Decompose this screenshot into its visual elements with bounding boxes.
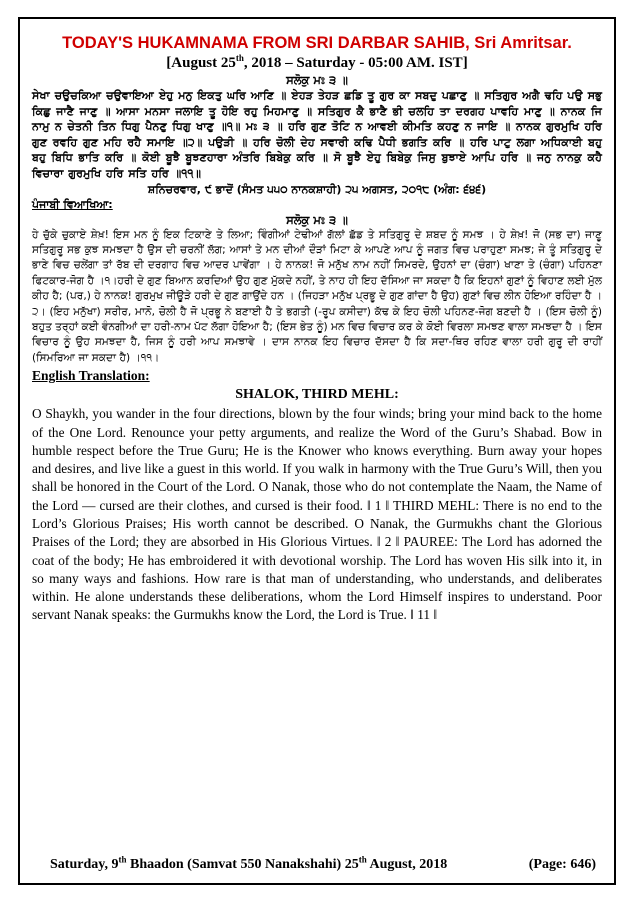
english-translation-text: O Shaykh, you wander in the four directions, blown by the four winds; bring your mind back to the home of the One Lord. Renounce your petty arguments, and realize the Word of the Guru’s Shabad. Bow in humble respect before the True Guru; He is the Knower who knows everything. Burn away your hopes and desires, and live like a guest in this world. If you walk in harmony with the True Guru’s Will, then you shall be honored in the Court of the Lord. O Nanak, those who do not contemplate the Naam, the Name of the Lord — cursed are their clothes, and cursed is their food. ‖ 1 ‖ THIRD MEHL: There is no end to the Lord’s Glorious Praises; His worth cannot be described. O Nanak, the Gurmukhs chant the Glorious Praises of the Lord; they are absorbed in His Glorious Virtues. ‖ 2 ‖ PAUREE: The Lord has adorned the coat of the body; He has embroidered it with devotional worship. The Lord has woven His silk into it, in so many ways and fashions. How rare is that man of understanding, who understands, and deliberates within. He alone understands these deliberations, whom the Lord Himself inspires to understand. Poor servant Nanak speaks: the Gurmukhs know the Lord, the Lord is True. ‖ 11 ‖ xyxy=(32,406,602,623)
footer-sup-1: th xyxy=(118,854,127,865)
hukamnama-heading: ਸਲੋਕੁ ਮਃ ੩ ॥ xyxy=(286,73,348,87)
footer-date-mid: Bhaadon (Samvat 550 Nanakshahi) 25 xyxy=(126,857,359,872)
punjabi-explanation-label: ਪੰਜਾਬੀ ਵਿਆਖਿਆ: xyxy=(32,197,113,211)
footer-page-number: (Page: 646) xyxy=(528,857,596,872)
punjabi-explanation-heading: ਸਲੋਕੁ ਮਃ ੩ ॥ xyxy=(286,212,348,227)
footer xyxy=(50,854,596,873)
punjabi-date: ਸ਼ਨਿਚਰਵਾਰ, ੯ ਭਾਦੋਂ (ਸੰਮਤ ੫੫੦ ਨਾਨਕਸ਼ਾਹੀ) ੨੫ ਅਗਸਤ, ੨੦੧੮ (ਅੰਗ: ੬੪੬) xyxy=(147,182,487,196)
date-sup: th xyxy=(235,53,244,63)
date-prefix: [August 25 xyxy=(166,55,236,71)
date-line xyxy=(32,54,602,72)
footer-date-suffix: August, 2018 xyxy=(366,857,448,872)
footer-date xyxy=(50,854,448,873)
hukamnama-text: ਸੇਖਾ ਚਉਚਕਿਆ ਚਉਵਾਇਆ ਏਹੁ ਮਨੁ ਇਕਤੁ ਘਰਿ ਆਣਿ ॥ ਏਹੜ ਤੇਹੜ ਛਡਿ ਤੂ ਗੁਰ ਕਾ ਸਬਦੁ ਪਛਾਣੁ ॥ ਸਤਿਗੁਰ ਅਗੈ ਢਹਿ ਪਉ ਸਭੁ ਕਿਛੁ ਜਾਣੈ ਜਾਣੁ ॥ ਆਸਾ ਮਨਸਾ ਜਲਾਇ ਤੂ ਹੋਇ ਰਹੁ ਮਿਹਮਾਣੁ ॥ ਸਤਿਗੁਰ ਕੈ ਭਾਣੈ ਭੀ ਚਲਹਿ ਤਾ ਦਰਗਹ ਪਾਵਹਿ ਮਾਣੁ ॥ ਨਾਨਕ ਜਿ ਨਾਮੁ ਨ ਚੇਤਨੀ ਤਿਨ ਧਿਗੁ ਪੈਨਣੁ ਧਿਗੁ ਖਾਣੁ ॥੧॥ ਮਃ ੩ ॥ ਹਰਿ ਗੁਣ ਤੋਟਿ ਨ ਆਵਈ ਕੀਮਤਿ ਕਹਣੁ ਨ ਜਾਇ ॥ ਨਾਨਕ ਗੁਰਮੁਖਿ ਹਰਿ ਗੁਣ ਰਵਹਿ ਗੁਣ ਮਹਿ ਰਹੈ ਸਮਾਇ ॥੨॥ ਪਉੜੀ ॥ ਹਰਿ ਚੋਲੀ ਦੇਹ ਸਵਾਰੀ ਕਢਿ ਪੈਧੀ ਭਗਤਿ ਕਰਿ ॥ ਹਰਿ ਪਾਟੁ ਲਗਾ ਅਧਿਕਾਈ ਬਹੁ ਬਹੁ ਬਿਧਿ ਭਾਤਿ ਕਰਿ ॥ ਕੋਈ ਬੂਝੈ ਬੂਝਣਹਾਰਾ ਅੰਤਰਿ ਬਿਬੇਕੁ ਕਰਿ ॥ ਸੋ ਬੂਝੈ ਏਹੁ ਬਿਬੇਕੁ ਜਿਸੁ ਬੁਝਾਏ ਆਪਿ ਹਰਿ ॥ ਜਨੁ ਨਾਨਕੁ ਕਹੈ ਵਿਚਾਰਾ ਗੁਰਮੁਖਿ ਹਰਿ ਸਤਿ ਹਰਿ ॥੧੧॥ xyxy=(32,89,602,180)
footer-date-prefix: Saturday, 9 xyxy=(50,857,119,872)
english-translation-label: English Translation: xyxy=(32,368,150,384)
hukamnama-page xyxy=(18,17,616,885)
english-heading: SHALOK, THIRD MEHL: xyxy=(235,387,399,403)
page-title: TODAY'S HUKAMNAMA FROM SRI DARBAR SAHIB, Sri Amritsar. xyxy=(62,34,572,52)
date-suffix: , 2018 – Saturday - 05:00 AM. IST] xyxy=(243,55,468,71)
punjabi-explanation-text: ਹੇ ਚੁੱਕੇ ਚੁਕਾਏ ਸ਼ੇਖ਼! ਇਸ ਮਨ ਨੂੰ ਇਕ ਟਿਕਾਣੇ ਤੇ ਲਿਆ; ਵਿੰਗੀਆਂ ਟੇਢੀਆਂ ਗੱਲਾਂ ਛੱਡ ਤੇ ਸਤਿਗੁਰੂ ਦੇ ਸ਼ਬਦ ਨੂੰ ਸਮਝ । ਹੇ ਸ਼ੇਖ਼! ਜੋ (ਸਭ ਦਾ) ਜਾਣੂ ਸਤਿਗੁਰੂ ਸਭ ਕੁਝ ਸਮਝਦਾ ਹੈ ਉਸ ਦੀ ਚਰਨੀਂ ਲੱਗ; ਆਸਾਂ ਤੇ ਮਨ ਦੀਆਂ ਦੌੜਾਂ ਮਿਟਾ ਕੇ ਆਪਣੇ ਆਪ ਨੂੰ ਜਗਤ ਵਿਚ ਪਰਾਹੁਣਾ ਸਮਝ; ਜੇ ਤੂੰ ਸਤਿਗੁਰੂ ਦੇ ਭਾਣੇ ਵਿਚ ਚਲੇਂਗਾ ਤਾਂ ਰੱਬ ਦੀ ਦਰਗਾਹ ਵਿਚ ਆਦਰ ਪਾਵੇਂਗਾ । ਹੇ ਨਾਨਕ! ਜੋ ਮਨੁੱਖ ਨਾਮ ਨਹੀਂ ਸਿਮਰਦੇ, ਉਹਨਾਂ ਦਾ (ਚੰਗਾ) ਖਾਣਾ ਤੇ (ਚੰਗਾ) ਪਹਿਨਣਾ ਫਿਟਕਾਰ-ਜੋਗ ਹੈ ।੧।ਹਰੀ ਦੇ ਗੁਣ ਬਿਆਨ ਕਰਦਿਆਂ ਉਹ ਗੁਣ ਮੁੱਕਦੇ ਨਹੀਂ, ਤੇ ਨਾਹ ਹੀ ਇਹ ਦੱਸਿਆ ਜਾ ਸਕਦਾ ਹੈ ਕਿ ਇਹਨਾਂ ਗੁਣਾਂ ਨੂੰ ਵਿਹਾਣ ਲਈ ਮੁੱਲ ਕੀਹ ਹੈ; (ਪਰ,) ਹੇ ਨਾਨਕ! ਗੁਰਮੁਖ ਜੀਊੜੇ ਹਰੀ ਦੇ ਗੁਣ ਗਾਉਂਦੇ ਹਨ । (ਜਿਹੜਾ ਮਨੁੱਖ ਪ੍ਰਭੂ ਦੇ ਗੁਣ ਗਾਂਦਾ ਹੈ ਉਹ) ਗੁਣਾਂ ਵਿਚ ਲੀਨ ਹੋਇਆ ਰਹਿੰਦਾ ਹੈ ।੨। (ਇਹ ਮਨੁੱਖਾ) ਸਰੀਰ, ਮਾਨੋ, ਚੋਲੀ ਹੈ ਜੋ ਪ੍ਰਭੂ ਨੇ ਬਣਾਈ ਹੈ ਤੇ ਭਗਤੀ (-ਰੂਪ ਕਸੀਦਾ) ਕੱਢ ਕੇ ਇਹ ਚੋਲੀ ਪਹਿਨਣ-ਜੋਗ ਬਣਦੀ ਹੈ । (ਇਸ ਚੋਲੀ ਨੂੰ) ਬਹੁਤ ਤਰ੍ਹਾਂ ਕਈ ਵੰਨਗੀਆਂ ਦਾ ਹਰੀ-ਨਾਮ ਪੱਟ ਲੱਗਾ ਹੋਇਆ ਹੈ; (ਇਸ ਭੇਤ ਨੂੰ) ਮਨ ਵਿਚ ਵਿਚਾਰ ਕਰ ਕੇ ਕੋਈ ਵਿਰਲਾ ਸਮਝਣ ਵਾਲਾ ਸਮਝਦਾ ਹੈ । ਇਸ ਵਿਚਾਰ ਨੂੰ ਉਹ ਸਮਝਦਾ ਹੈ, ਜਿਸ ਨੂੰ ਹਰੀ ਆਪ ਸਮਝਾਵੇ । ਦਾਸ ਨਾਨਕ ਇਹ ਵਿਚਾਰ ਦੱਸਦਾ ਹੈ ਕਿ ਸਦਾ-ਥਿਰ ਰਹਿਣ ਵਾਲਾ ਹਰੀ ਗੁਰੂ ਦੀ ਰਾਹੀਂ (ਸਿਮਰਿਆ ਜਾ ਸਕਦਾ ਹੈ) ।੧੧। xyxy=(32,228,602,364)
footer-sup-2: th xyxy=(358,854,367,865)
